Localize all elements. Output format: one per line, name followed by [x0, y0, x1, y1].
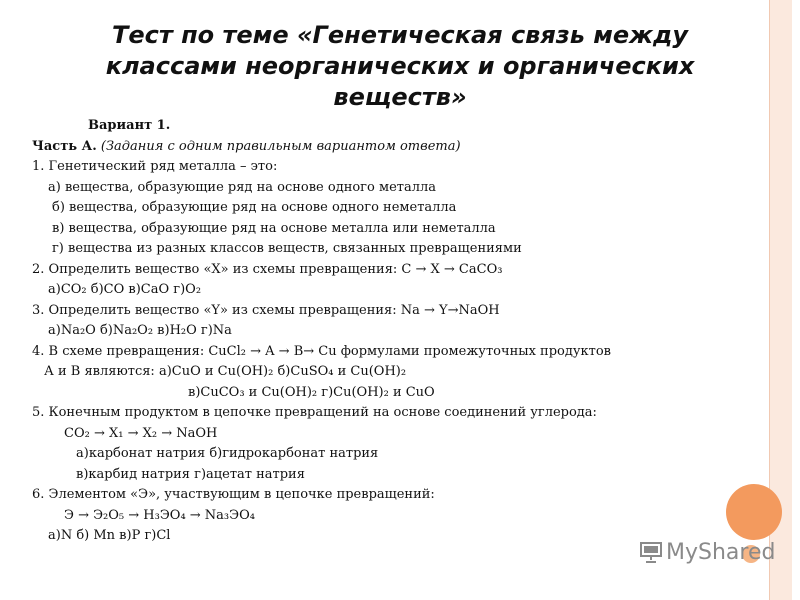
- answer-options-row: а)Na₂O б)Na₂O₂ в)H₂O г)Na: [48, 323, 232, 338]
- answer-option: б) вещества, образующие ряд на основе одного неметалла: [52, 200, 457, 215]
- answer-options-row: а)СО₂ б)СО в)СаО г)О₂: [48, 282, 202, 297]
- question-4: 4. В схеме превращения: CuCl₂ → A → B→ Cu формулами промежуточных продуктов: [32, 343, 611, 359]
- answer-option: в) вещества, образующие ряд на основе металла или неметалла: [52, 220, 496, 236]
- part-label: Часть А.: [32, 138, 97, 154]
- answer-options-row: в)карбид натрия г)ацетат натрия: [76, 466, 305, 482]
- answer-options-row: А и В являются: а)CuO и Cu(OH)₂ б)CuSO₄ и Cu(OH)₂: [44, 364, 407, 379]
- answer-option: г) вещества из разных классов веществ, связанных превращениями: [52, 241, 522, 256]
- answer-option: а) вещества, образующие ряд на основе одного металла: [48, 179, 436, 195]
- reaction-scheme: CO₂ → X₁ → X₂ → NaOH: [64, 425, 218, 441]
- question-6: 6. Элементом «Э», участвующим в цепочке превращений:: [32, 487, 435, 502]
- answer-options-row: а)N б) Mn в)P г)Cl: [48, 528, 171, 543]
- question-2: 2. Определить вещество «Х» из схемы превращения: С → Х → СаСО₃: [32, 261, 503, 277]
- question-1: 1. Генетический ряд металла – это:: [32, 159, 278, 174]
- answer-options-row: а)карбонат натрия б)гидрокарбонат натрия: [76, 446, 379, 461]
- question-3: 3. Определить вещество «Y» из схемы превращения: Na → Y→NaOH: [32, 302, 500, 318]
- answer-options-row: в)CuCO₃ и Cu(OH)₂ г)Cu(OH)₂ и CuO: [188, 384, 435, 400]
- logo-text: MyShared: [666, 539, 776, 565]
- presentation-board-icon: [640, 541, 662, 563]
- question-5: 5. Конечным продуктом в цепочке превращений на основе соединений углерода:: [32, 405, 597, 420]
- reaction-scheme: Э → Э₂О₅ → Н₃ЭО₄ → Na₃ЭО₄: [64, 507, 255, 523]
- part-note: (Задания с одним правильным вариантом ответа): [100, 138, 461, 154]
- myshared-logo: [640, 538, 775, 566]
- page-title: Тест по теме «Генетическая связь между классами неорганических и органических веществ»: [105, 21, 695, 111]
- test-content: [32, 116, 772, 547]
- variant-label: Вариант 1.: [88, 118, 171, 133]
- part-header: [32, 137, 772, 158]
